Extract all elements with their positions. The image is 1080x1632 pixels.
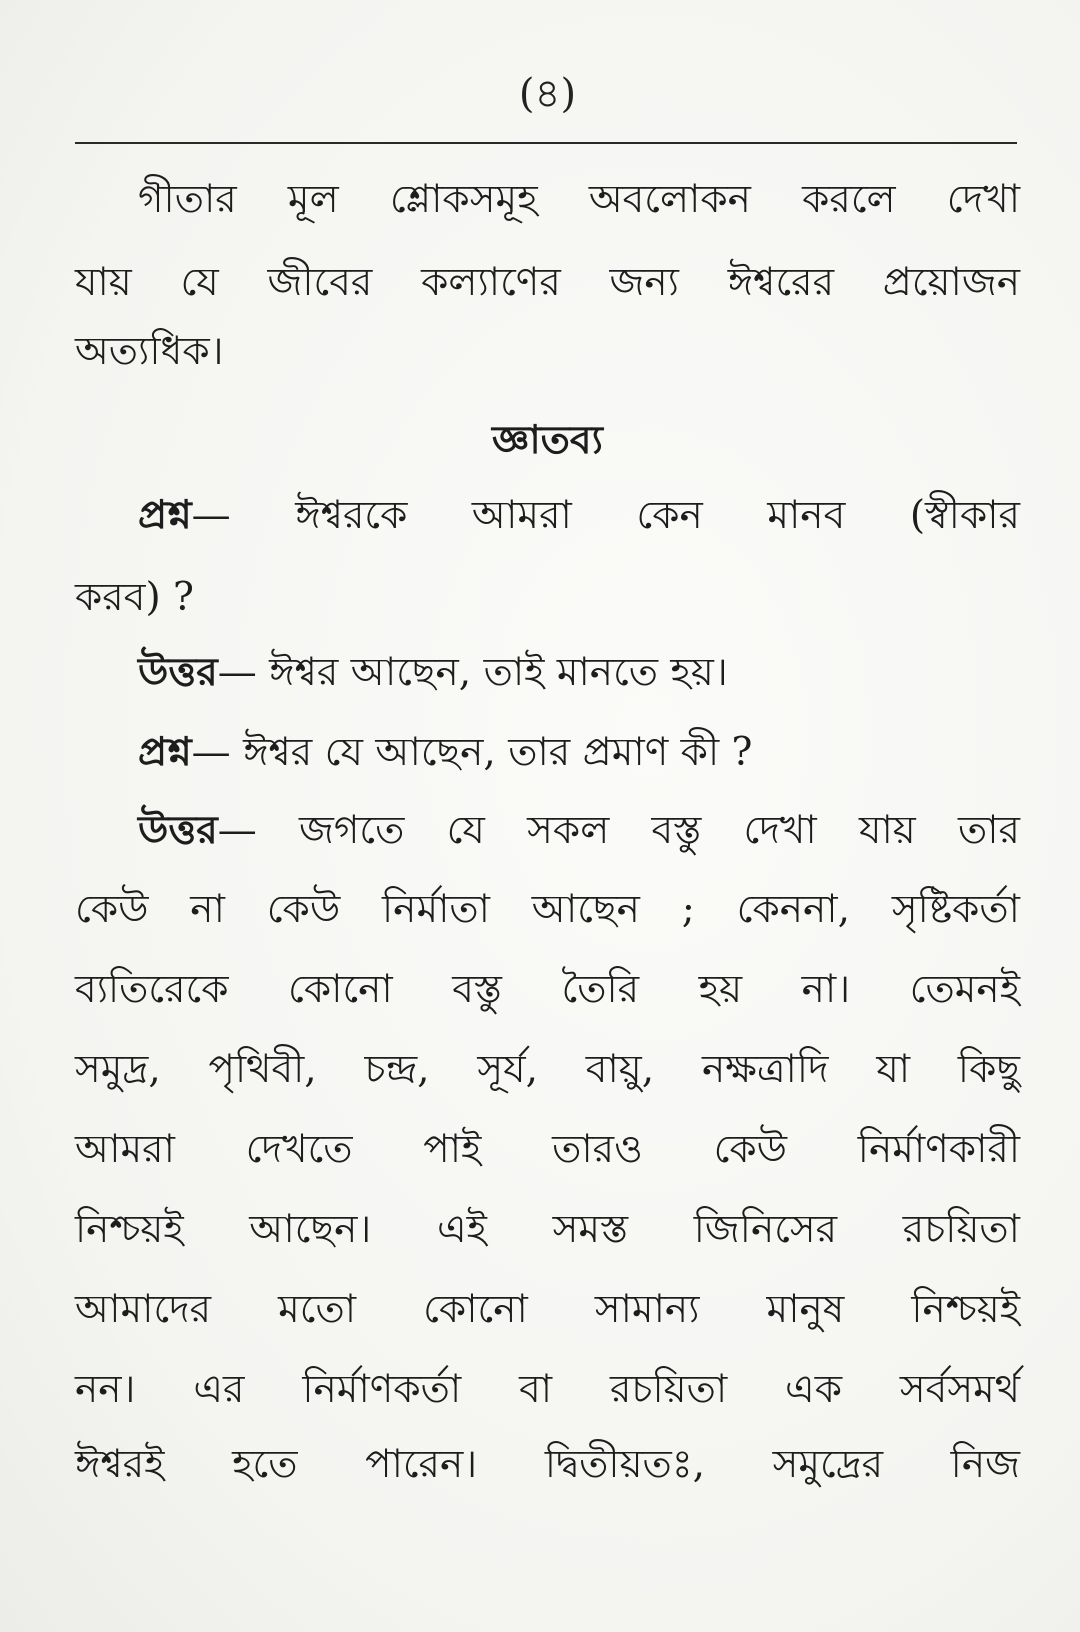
intro-line: অত্যধিক। xyxy=(75,329,224,374)
section-heading: জ্ঞাতব্য xyxy=(492,417,603,463)
answer-line: নিশ্চয়ই আছেন। এই সমস্ত জিনিসের রচয়িতা xyxy=(75,1207,1020,1252)
answer-line: কেউ না কেউ নির্মাতা আছেন ; কেননা, সৃষ্টিকর্তা xyxy=(75,887,1020,932)
answer-text: — ঈশ্বর আছেন, তাই মানতে হয়। xyxy=(217,650,728,695)
question-text: — ঈশ্বরকে আমরা কেন মানব (স্বীকার xyxy=(191,493,1020,538)
question-line xyxy=(138,485,1020,546)
question-line xyxy=(138,722,1020,783)
answer-text: — জগতে যে সকল বস্তু দেখা যায় তার xyxy=(217,808,1020,853)
answer-line: নন। এর নির্মাণকর্তা বা রচয়িতা এক সর্বসমর্থ xyxy=(75,1367,1020,1412)
question-label: প্রশ্ন xyxy=(138,492,192,538)
answer-line: সমুদ্র, পৃথিবী, চন্দ্র, সূর্য, বায়ু, নক্ষত্রাদি যা কিছু xyxy=(75,1047,1020,1092)
answer-line xyxy=(138,800,1020,861)
answer-label: উত্তর xyxy=(138,807,218,853)
answer-line xyxy=(138,642,1020,703)
question-text: — ঈশ্বর যে আছেন, তার প্রমাণ কী ? xyxy=(191,730,753,775)
answer-line: আমাদের মতো কোনো সামান্য মানুষ নিশ্চয়ই xyxy=(75,1287,1020,1332)
header-rule xyxy=(75,142,1017,144)
question-label: প্রশ্ন xyxy=(138,729,192,775)
intro-line: যায় যে জীবের কল্যাণের জন্য ঈশ্বরের প্রয়োজন xyxy=(75,260,1020,305)
intro-line: গীতার মূল শ্লোকসমূহ অবলোকন করলে দেখা xyxy=(138,177,1020,222)
question-line: করব) ? xyxy=(75,575,194,620)
answer-line: আমরা দেখতে পাই তারও কেউ নির্মাণকারী xyxy=(75,1127,1020,1172)
answer-line: ঈশ্বরই হতে পারেন। দ্বিতীয়তঃ, সমুদ্রের নিজ xyxy=(75,1442,1020,1487)
page-number: (৪) xyxy=(518,71,577,117)
answer-label: উত্তর xyxy=(138,649,218,695)
answer-line: ব্যতিরেকে কোনো বস্তু তৈরি হয় না। তেমনই xyxy=(75,967,1020,1012)
